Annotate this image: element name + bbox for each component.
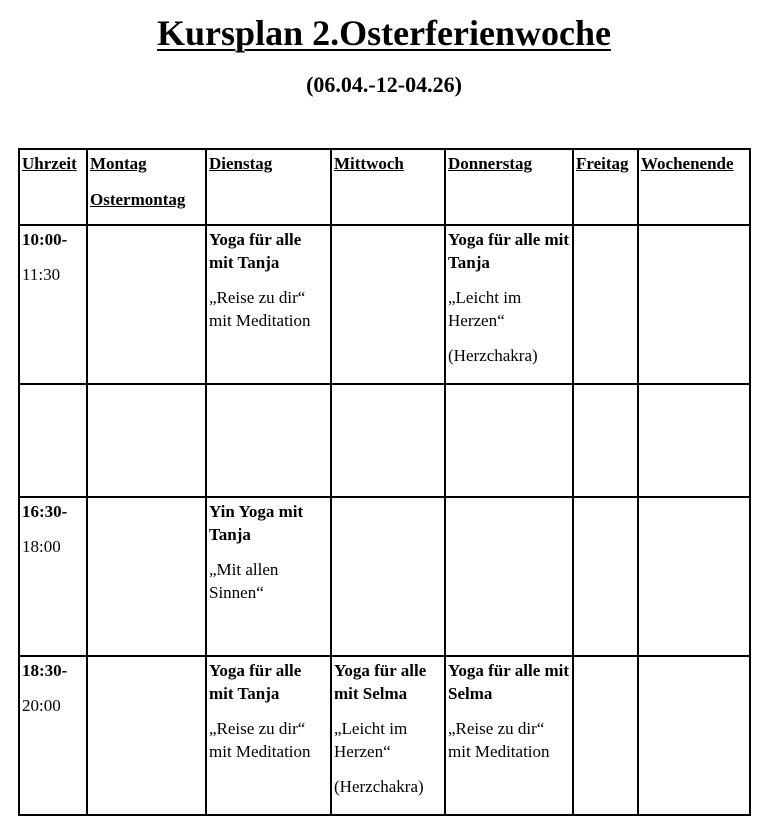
class-title: Yoga für alle mit Tanja <box>209 661 302 703</box>
cell-monday <box>87 497 206 656</box>
time-start: 18:30- <box>22 661 68 680</box>
cell-weekend <box>638 497 750 656</box>
class-subtitle: „Reise zu dir“ mit Meditation <box>209 719 311 761</box>
cell-tuesday <box>206 384 331 497</box>
class-note: (Herzchakra) <box>334 777 424 796</box>
time-cell <box>19 656 87 815</box>
table-row <box>19 225 750 384</box>
cell-wednesday <box>331 497 445 656</box>
cell-wednesday <box>331 225 445 384</box>
header-cell-tuesday <box>206 149 331 225</box>
time-start: 10:00- <box>22 230 68 249</box>
page-title: Kursplan 2.Osterferienwoche <box>157 13 611 53</box>
header-weekend: Wochenende <box>641 154 734 173</box>
class-title: Yin Yoga mit Tanja <box>209 502 304 544</box>
cell-thursday <box>445 497 573 656</box>
cell-weekend <box>638 384 750 497</box>
time-end: 11:30 <box>22 265 61 284</box>
cell-tuesday <box>206 225 331 384</box>
header-monday: Montag <box>90 154 147 173</box>
class-title: Yoga für alle mit Tanja <box>448 230 570 272</box>
header-wednesday: Mittwoch <box>334 154 404 173</box>
cell-wednesday <box>331 384 445 497</box>
header-cell-monday <box>87 149 206 225</box>
cell-thursday <box>445 225 573 384</box>
cell-weekend <box>638 656 750 815</box>
cell-wednesday <box>331 656 445 815</box>
cell-tuesday <box>206 656 331 815</box>
header-cell-wednesday <box>331 149 445 225</box>
header-friday: Freitag <box>576 154 629 173</box>
date-range: (06.04.-12-04.26) <box>306 72 462 97</box>
header-tuesday: Dienstag <box>209 154 273 173</box>
schedule-table <box>18 148 751 816</box>
class-title: Yoga für alle mit Tanja <box>209 230 302 272</box>
header-monday-note: Ostermontag <box>90 190 186 209</box>
class-subtitle: „Mit allen Sinnen“ <box>209 560 279 602</box>
time-end: 18:00 <box>22 537 61 556</box>
cell-monday <box>87 225 206 384</box>
class-subtitle: „Reise zu dir“ mit Meditation <box>209 288 311 330</box>
class-title: Yoga für alle mit Selma <box>448 661 570 703</box>
class-subtitle: „Reise zu dir“ mit Meditation <box>448 719 550 761</box>
cell-friday <box>573 384 638 497</box>
time-start: 16:30- <box>22 502 68 521</box>
header-cell-time <box>19 149 87 225</box>
class-subtitle: „Leicht im Herzen“ <box>448 288 522 330</box>
table-row <box>19 497 750 656</box>
cell-monday <box>87 384 206 497</box>
table-row <box>19 656 750 815</box>
cell-friday <box>573 225 638 384</box>
cell-friday <box>573 656 638 815</box>
time-cell <box>19 497 87 656</box>
time-cell <box>19 384 87 497</box>
cell-friday <box>573 497 638 656</box>
time-end: 20:00 <box>22 696 61 715</box>
header-time: Uhrzeit <box>22 154 77 173</box>
cell-thursday <box>445 656 573 815</box>
class-title: Yoga für alle mit Selma <box>334 661 427 703</box>
cell-monday <box>87 656 206 815</box>
header-cell-friday <box>573 149 638 225</box>
cell-weekend <box>638 225 750 384</box>
class-note: (Herzchakra) <box>448 346 538 365</box>
class-subtitle: „Leicht im Herzen“ <box>334 719 408 761</box>
time-cell <box>19 225 87 384</box>
cell-tuesday <box>206 497 331 656</box>
header-row <box>19 149 750 225</box>
cell-thursday <box>445 384 573 497</box>
table-row <box>19 384 750 497</box>
header-thursday: Donnerstag <box>448 154 533 173</box>
header-cell-weekend <box>638 149 750 225</box>
header-cell-thursday <box>445 149 573 225</box>
